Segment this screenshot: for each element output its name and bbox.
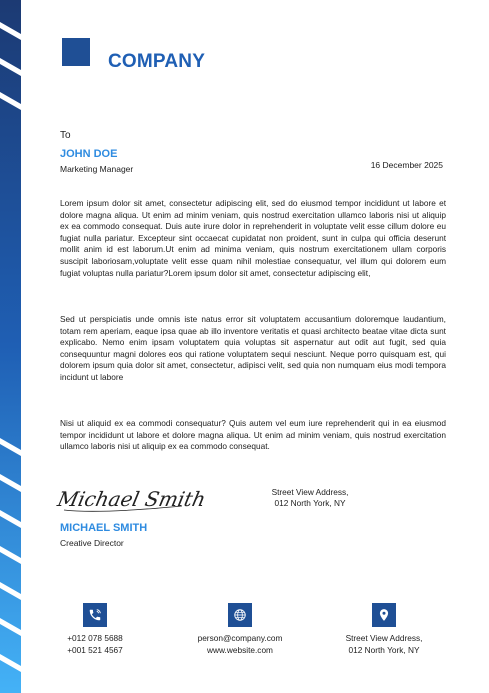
recipient-name: JOHN DOE bbox=[60, 148, 118, 160]
email-text: person@company.com bbox=[197, 633, 283, 643]
phone-line-1: +012 078 5688 bbox=[67, 633, 123, 643]
letter-date: 16 December 2025 bbox=[370, 160, 443, 170]
body-paragraph-1: Lorem ipsum dolor sit amet, consectetur adipiscing elit, sed do eiusmod tempor incididunt ut labore et dolore magna aliqua. Ut enim ad minim veniam, quis nostrud exercitation ullamco laboris nisi ut aliquip ex ea commodo consequat. Duis aute irure dolor in reprehenderit in voluptate velit esse cillum dolore eu fugiat nulla pariatur. Excepteur sint occaecat cupidatat non proident, sunt in culpa qui officia deserunt mollit anim id est laborum.Ut enim ad minima veniam, quis nostrum exercitationem ullam corporis suscipit laboriosam,voluptate velit esse quam nihil molestiae consequatur, vel illum qui dolorem eum fugiat voluptas nulla pariatur?Lorem ipsum dolor sit amet, consectetur adipiscing elit, bbox=[60, 198, 446, 278]
contact-address bbox=[319, 603, 449, 656]
website-text: www.website.com bbox=[207, 644, 273, 655]
company-logo-mark bbox=[62, 38, 90, 66]
address-line-1: Street View Address, bbox=[345, 633, 423, 643]
signature-address-line-1: Street View Address, bbox=[271, 487, 349, 497]
location-pin-icon bbox=[372, 603, 396, 627]
globe-icon bbox=[228, 603, 252, 627]
to-label: To bbox=[60, 130, 71, 141]
contact-phone bbox=[30, 603, 160, 656]
contact-web bbox=[175, 603, 305, 656]
recipient-title: Marketing Manager bbox=[60, 164, 134, 174]
signature-address-line-2: 012 North York, NY bbox=[274, 498, 346, 508]
company-name: COMPANY bbox=[108, 51, 206, 72]
signature-script: Michael Smith bbox=[55, 487, 208, 511]
phone-icon bbox=[83, 603, 107, 627]
address-line-2: 012 North York, NY bbox=[348, 644, 420, 655]
signature-address bbox=[258, 487, 362, 509]
signer-title: Creative Director bbox=[60, 538, 124, 548]
phone-line-2: +001 521 4567 bbox=[67, 644, 123, 655]
handwritten-signature bbox=[55, 480, 208, 516]
body-paragraph-2: Sed ut perspiciatis unde omnis iste natus error sit voluptatem accusantium doloremque laudantium, totam rem aperiam, eaque ipsa quae ab illo inventore veritatis et quasi architecto beatae vitae dicta sunt explicabo. Nemo enim ipsam voluptatem quia voluptas sit aspernatur aut odit aut fugit, sed quia consequuntur magni dolores eos qui ratione voluptatem sequi nesciunt. Neque porro quisquam est, qui dolorem ipsum quia dolor sit amet, consectetur, adipisci velit, sed quia non numquam eius modi tempora incidunt ut labore bbox=[60, 314, 446, 382]
side-stripe-decoration bbox=[0, 0, 21, 693]
signer-name: MICHAEL SMITH bbox=[60, 522, 148, 534]
body-paragraph-3: Nisi ut aliquid ex ea commodi consequatur? Quis autem vel eum iure reprehenderit qui in ea eiusmod tempor incididunt ut labore et dolore magna aliqua. Ut enim ad minim veniam, quis nostrud exercitation ullamco laboris nisi ut aliquip ex ea commodo consequat. bbox=[60, 418, 446, 452]
